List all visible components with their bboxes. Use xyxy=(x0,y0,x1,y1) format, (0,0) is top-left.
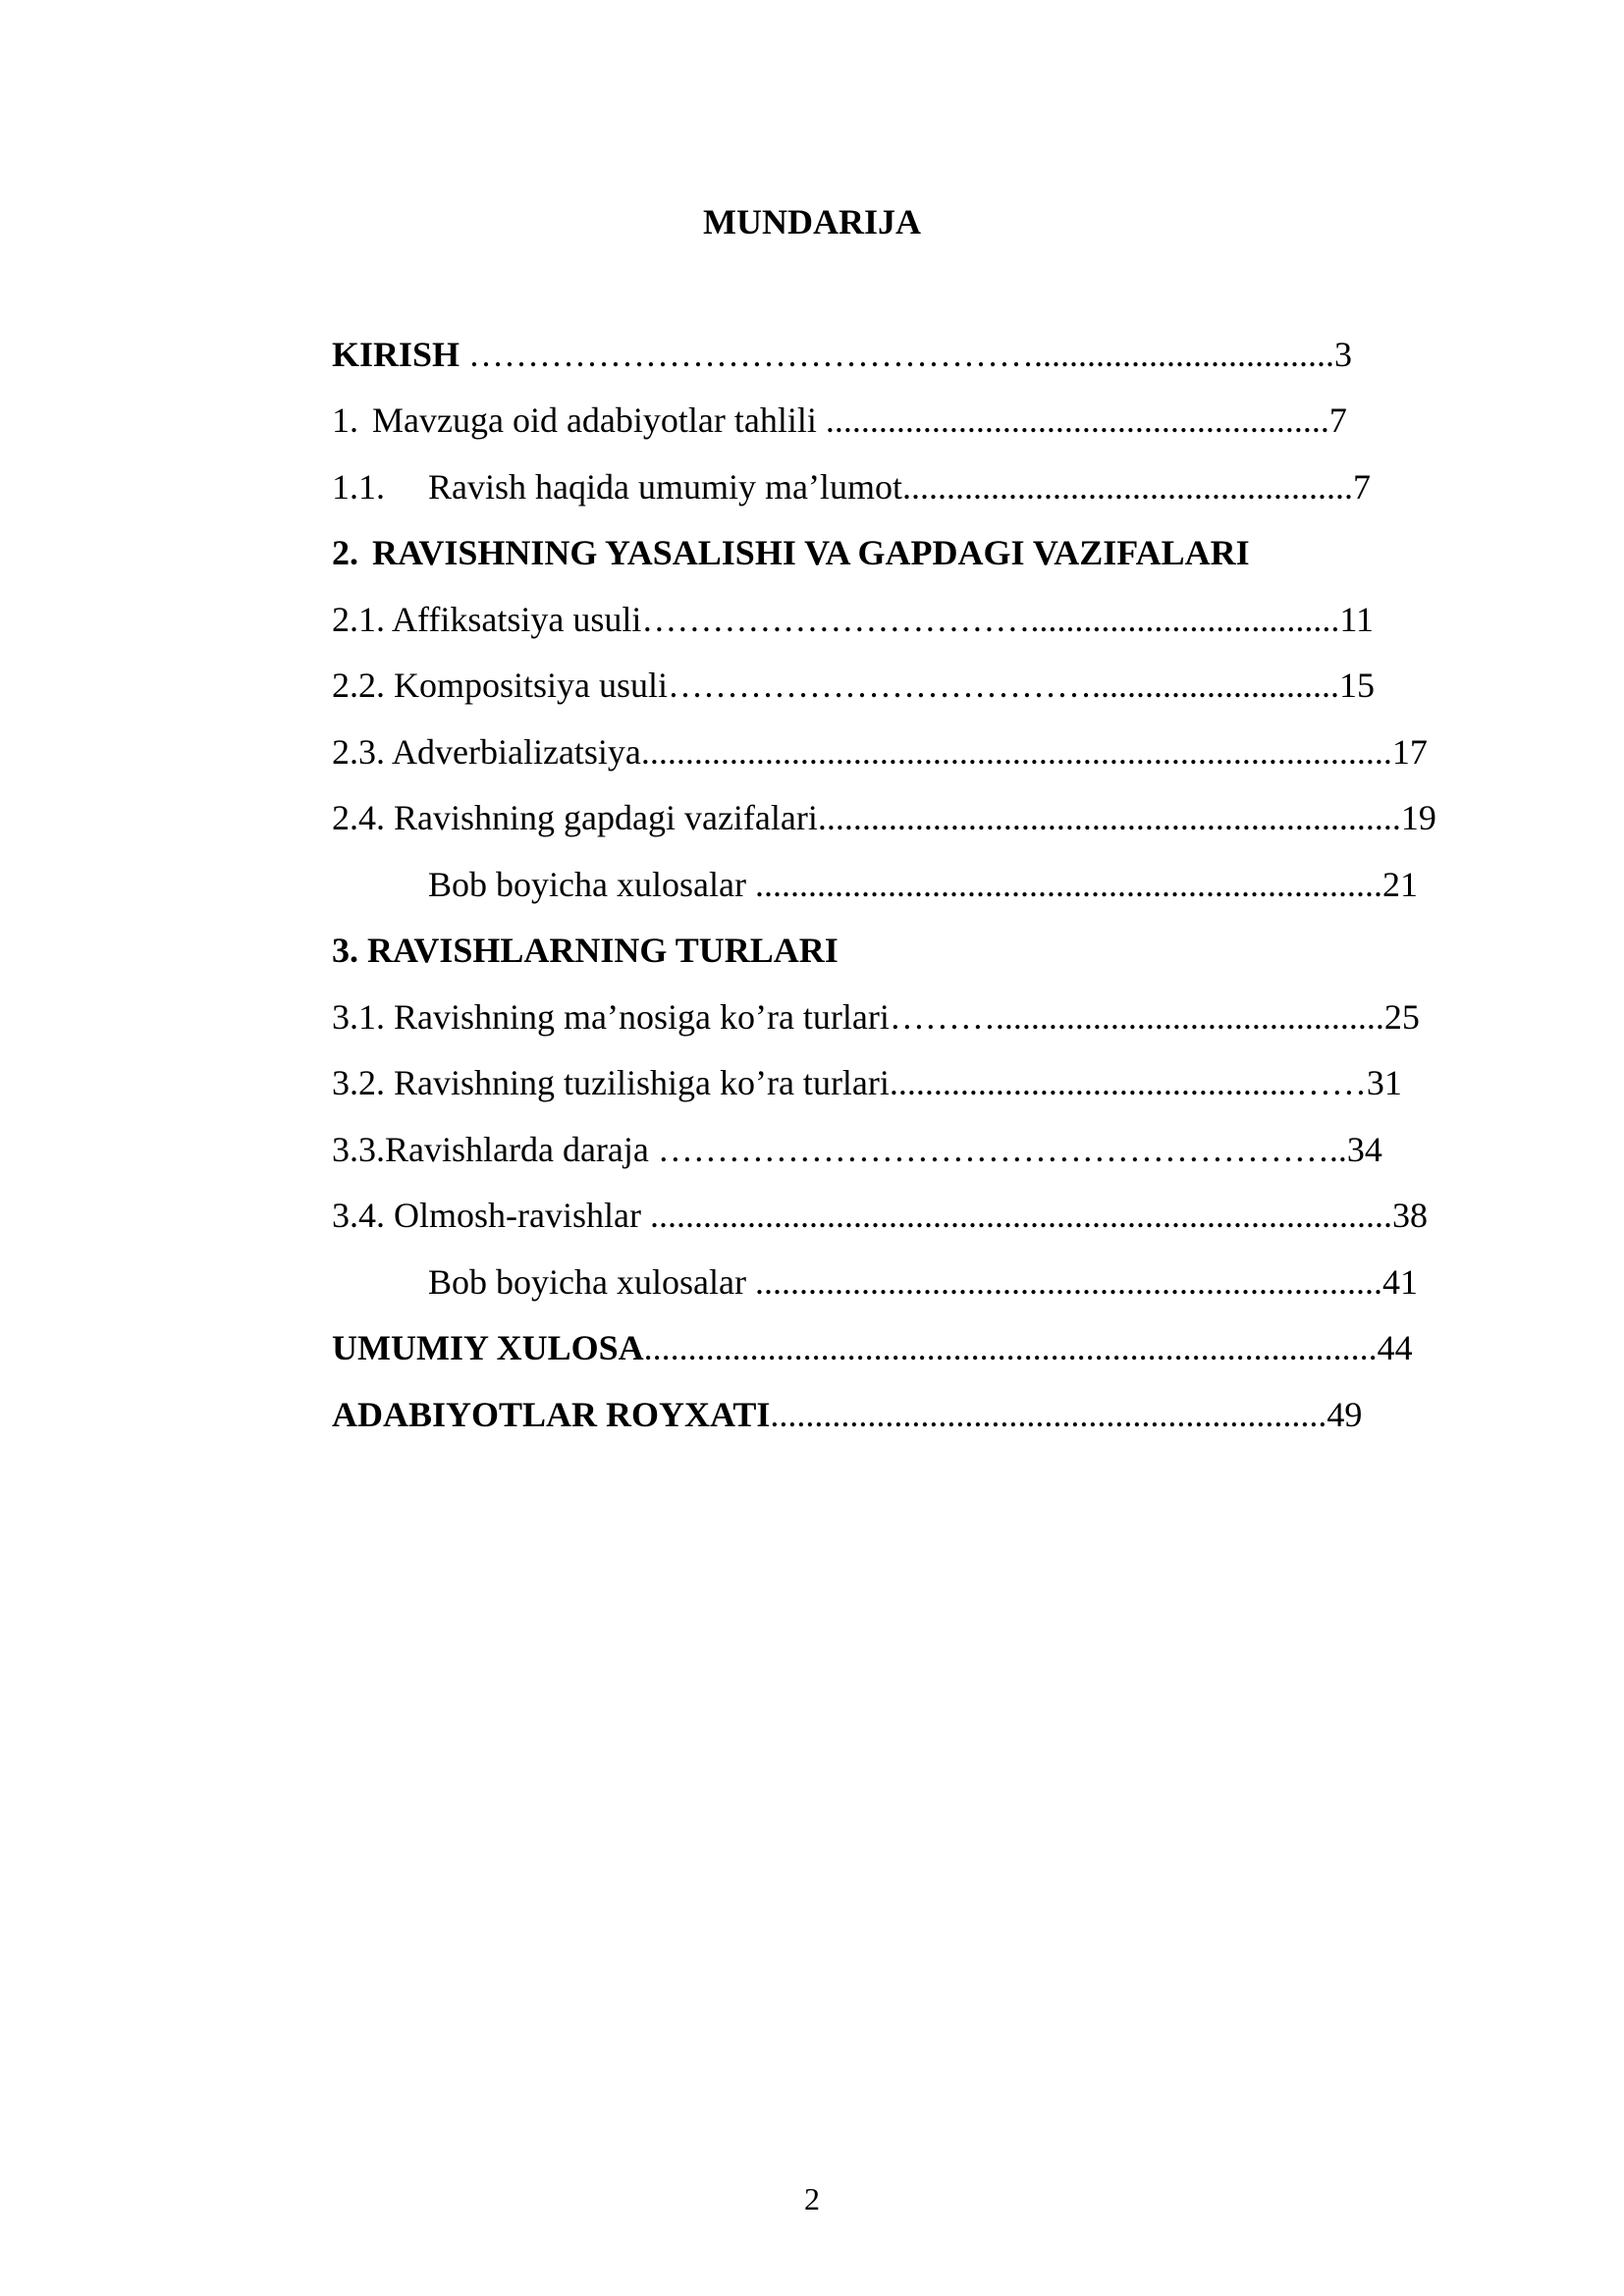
toc-entry-label: 3.2. Ravishning tuzilishiga ko’ra turlari xyxy=(332,1063,890,1102)
toc-leader: ………………………………............................ xyxy=(668,666,1340,705)
toc-entry-section-2-1[interactable] xyxy=(332,592,1374,647)
toc-leader: ………………………………………….................................. xyxy=(460,335,1335,374)
toc-page-number: 34 xyxy=(1346,1130,1382,1169)
page-number: 2 xyxy=(804,2181,820,2216)
toc-entry-label: Bob boyicha xulosalar xyxy=(428,1262,746,1302)
toc-entry-kirish[interactable] xyxy=(332,327,1352,382)
toc-entry-label: 3.1. Ravishning ma’nosiga ko’ra turlari xyxy=(332,997,890,1037)
toc-page-number: 7 xyxy=(1328,400,1347,440)
toc-entry-section-3-3[interactable] xyxy=(332,1122,1382,1177)
toc-page-number: 11 xyxy=(1339,600,1375,639)
toc-entry-section-3-4[interactable] xyxy=(332,1188,1428,1243)
toc-entry-number: 1. xyxy=(332,400,358,440)
page-title: MUNDARIJA xyxy=(703,202,921,241)
toc-leader: ………………………………………………….. xyxy=(648,1130,1347,1169)
toc-page-number: 49 xyxy=(1326,1395,1363,1434)
toc-page-number: 38 xyxy=(1391,1196,1428,1235)
toc-page-number: 31 xyxy=(1366,1063,1402,1102)
toc-entry-label: 2.4. Ravishning gapdagi vazifalari xyxy=(332,798,818,837)
toc-leader: ......................................................... xyxy=(816,400,1329,440)
toc-entry-label: 2.1. Affiksatsiya usuli xyxy=(332,600,642,639)
toc-entry-section-2-3[interactable] xyxy=(332,724,1428,779)
toc-entry-label: ADABIYOTLAR ROYXATI xyxy=(332,1395,771,1434)
toc-entry-section-3-2[interactable] xyxy=(332,1055,1402,1110)
toc-entry-label: 2.3. Adverbializatsiya xyxy=(332,732,641,772)
toc-entry-section-3-1[interactable] xyxy=(332,989,1420,1044)
toc-entry-number: 1.1. xyxy=(332,467,385,507)
toc-entry-label: Ravish haqida umumiy ma’lumot xyxy=(428,467,902,507)
toc-leader: ..................................................................................... xyxy=(640,732,1392,772)
toc-entry-bibliography[interactable] xyxy=(332,1387,1362,1442)
toc-entry-chapter-1[interactable] xyxy=(332,393,1347,448)
toc-leader: ………............................................ xyxy=(889,997,1384,1037)
toc-page-number: 19 xyxy=(1400,798,1436,837)
toc-entry-section-1-1[interactable] xyxy=(332,459,1371,514)
toc-leader: ....................................................................... xyxy=(745,1262,1382,1302)
toc-entry-chapter-3-conclusions[interactable] xyxy=(332,1255,1418,1309)
toc-entry-label: 3.3.Ravishlarda daraja xyxy=(332,1130,649,1169)
toc-leader: ..............................................…… xyxy=(889,1063,1367,1102)
toc-entry-number: 2. xyxy=(332,533,358,572)
toc-entry-label: RAVISHNING YASALISHI VA GAPDAGI VAZIFALARI xyxy=(372,533,1250,572)
toc-entry-label: UMUMIY XULOSA xyxy=(332,1328,644,1367)
toc-entry-chapter-2[interactable] xyxy=(332,525,1250,580)
toc-entry-label: KIRISH xyxy=(332,335,460,374)
toc-page-number: 7 xyxy=(1352,467,1371,507)
toc-leader: ....................................................................... xyxy=(745,865,1382,904)
toc-page-number: 17 xyxy=(1391,732,1428,772)
toc-entry-label: 3. RAVISHLARNING TURLARI xyxy=(332,931,839,970)
toc-page-number: 25 xyxy=(1383,997,1420,1037)
toc-leader: ……………………………................................... xyxy=(641,600,1340,639)
toc-page-number: 15 xyxy=(1339,666,1376,705)
toc-page-number: 21 xyxy=(1381,865,1418,904)
toc-entry-section-2-2[interactable] xyxy=(332,658,1375,713)
toc-entry-label: 3.4. Olmosh-ravishlar xyxy=(332,1196,641,1235)
toc-page-number: 44 xyxy=(1377,1328,1413,1367)
toc-entry-label: Bob boyicha xulosalar xyxy=(428,865,746,904)
toc-leader: ............................................................... xyxy=(770,1395,1327,1434)
toc-page-number: 41 xyxy=(1381,1262,1418,1302)
toc-entry-general-conclusion[interactable] xyxy=(332,1320,1413,1375)
toc-leader: ................................................... xyxy=(901,467,1353,507)
toc-entry-label: 2.2. Kompositsiya usuli xyxy=(332,666,669,705)
toc-entry-section-2-4[interactable] xyxy=(332,790,1436,845)
toc-entry-chapter-3[interactable] xyxy=(332,923,839,978)
toc-entry-label: Mavzuga oid adabiyotlar tahlili xyxy=(372,400,817,440)
toc-leader: ................................................................................... xyxy=(643,1328,1378,1367)
toc-leader: .................................................................. xyxy=(817,798,1401,837)
toc-page-number: 3 xyxy=(1334,335,1353,374)
toc-entry-chapter-2-conclusions[interactable] xyxy=(332,857,1418,912)
toc-leader: .................................................................................... xyxy=(640,1196,1392,1235)
